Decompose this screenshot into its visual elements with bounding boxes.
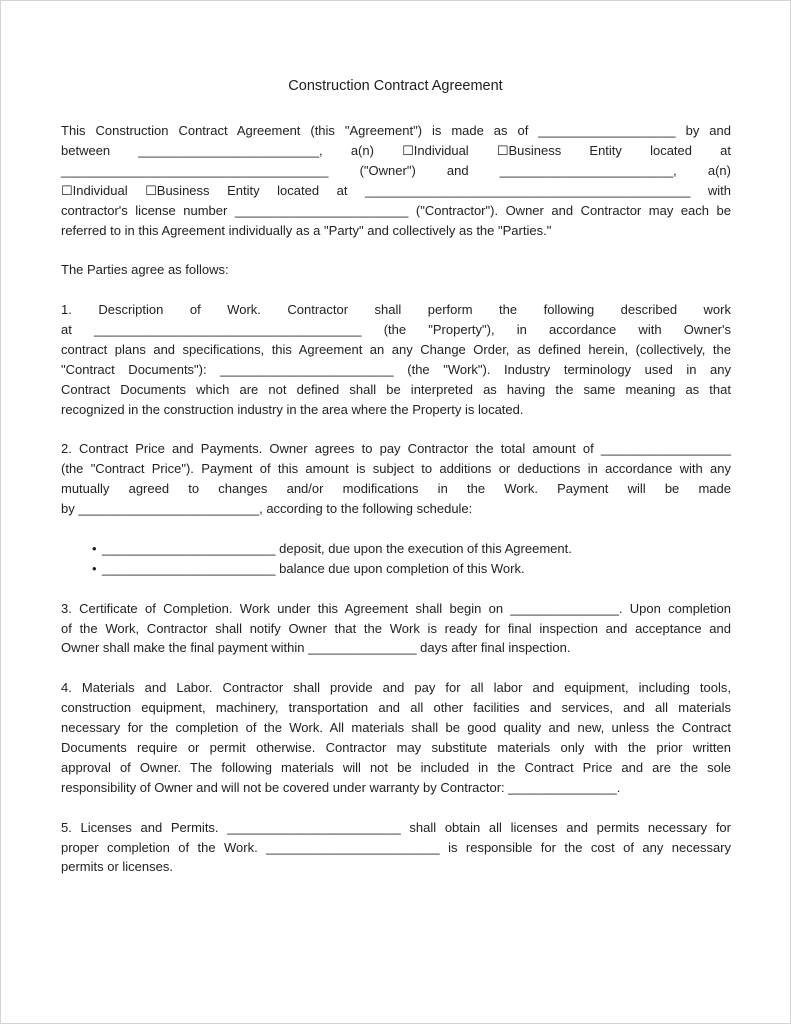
list-item-text: ________________________ balance due upon completion of this Work. bbox=[102, 560, 525, 576]
section5-line: proper completion of the Work. ________________________ is responsible for the cost of any necessary bbox=[61, 839, 731, 855]
section1-line: 1. Description of Work. Contractor shall perform the following described work bbox=[61, 302, 731, 318]
section-licenses-and-permits bbox=[61, 818, 731, 878]
section1-line: at _____________________________________ (the "Property"), in accordance with Owner's bbox=[61, 322, 731, 338]
section5-line: permits or licenses. bbox=[61, 859, 173, 875]
section1-line: "Contract Documents"): ________________________ (the "Work"). Industry terminology used in any bbox=[61, 361, 731, 377]
intro-line: between _________________________, a(n) ☐Individual ☐Business Entity located at bbox=[61, 142, 731, 158]
list-item-text: ________________________ deposit, due upon the execution of this Agreement. bbox=[102, 540, 572, 556]
section4-line: necessary for the completion of the Work. All materials shall be good quality and new, unless the Contract bbox=[61, 720, 731, 736]
intro-line: referred to in this Agreement individually as a "Party" and collectively as the "Parties." bbox=[61, 222, 552, 238]
document-body bbox=[61, 121, 731, 877]
section2-line: by _________________________, according to the following schedule: bbox=[61, 501, 473, 517]
section3-line: 3. Certificate of Completion. Work under this Agreement shall begin on _______________. Upon completion bbox=[61, 600, 731, 616]
document-title: Construction Contract Agreement bbox=[288, 78, 503, 94]
bullet-icon: • bbox=[92, 540, 97, 556]
agree-line: The Parties agree as follows: bbox=[61, 262, 229, 278]
section1-line: recognized in the construction industry in the area where the Property is located. bbox=[61, 401, 524, 417]
section2-line: (the "Contract Price"). Payment of this amount is subject to additions or deductions in accordance with any bbox=[61, 461, 731, 477]
section-certificate-of-completion bbox=[61, 599, 731, 659]
section3-line: Owner shall make the final payment within _______________ days after final inspection. bbox=[61, 640, 571, 656]
intro-line: contractor's license number ________________________ ("Contractor"). Owner and Contractor may each be bbox=[61, 202, 731, 218]
section1-line: contract plans and specifications, this Agreement an any Change Order, as defined herein, (collectively, the bbox=[61, 341, 731, 357]
agreement-lead-in bbox=[61, 260, 731, 280]
section4-line: 4. Materials and Labor. Contractor shall provide and pay for all labor and equipment, including tools, bbox=[61, 680, 731, 696]
section-materials-and-labor bbox=[61, 678, 731, 797]
section1-line: Contract Documents which are not defined shall be interpreted as having the same meaning as that bbox=[61, 381, 731, 397]
intro-line: _____________________________________ ("Owner") and ________________________, a(n) bbox=[61, 162, 731, 178]
intro-paragraph bbox=[61, 121, 731, 240]
bullet-icon: • bbox=[92, 560, 97, 576]
intro-line: This Construction Contract Agreement (this "Agreement") is made as of ___________________ by and bbox=[61, 123, 731, 138]
section4-line: Documents require or permit otherwise. Contractor may substitute materials only with the prior written bbox=[61, 740, 731, 755]
section4-line: responsibility of Owner and will not be covered under warranty by Contractor: _______________. bbox=[61, 779, 621, 795]
section4-line: approval of Owner. The following materials will not be included in the Contract Price and are the sole bbox=[61, 759, 731, 775]
payment-schedule-list bbox=[61, 539, 731, 579]
list-item bbox=[92, 559, 731, 579]
section2-line: mutually agreed to changes and/or modifications in the Work. Payment will be made bbox=[61, 481, 731, 497]
section-description-of-work bbox=[61, 300, 731, 419]
section3-line: of the Work, Contractor shall notify Owner that the Work is ready for final inspection and acceptance and bbox=[61, 620, 731, 636]
section5-line: 5. Licenses and Permits. ________________________ shall obtain all licenses and permits necessary for bbox=[61, 819, 731, 835]
section-contract-price bbox=[61, 439, 731, 519]
list-item bbox=[92, 539, 731, 559]
section2-line: 2. Contract Price and Payments. Owner agrees to pay Contractor the total amount of __________________ bbox=[61, 441, 731, 457]
intro-line: ☐Individual ☐Business Entity located at _____________________________________________ with bbox=[61, 182, 731, 198]
section4-line: construction equipment, machinery, transportation and all other facilities and services, and all materials bbox=[61, 700, 731, 716]
